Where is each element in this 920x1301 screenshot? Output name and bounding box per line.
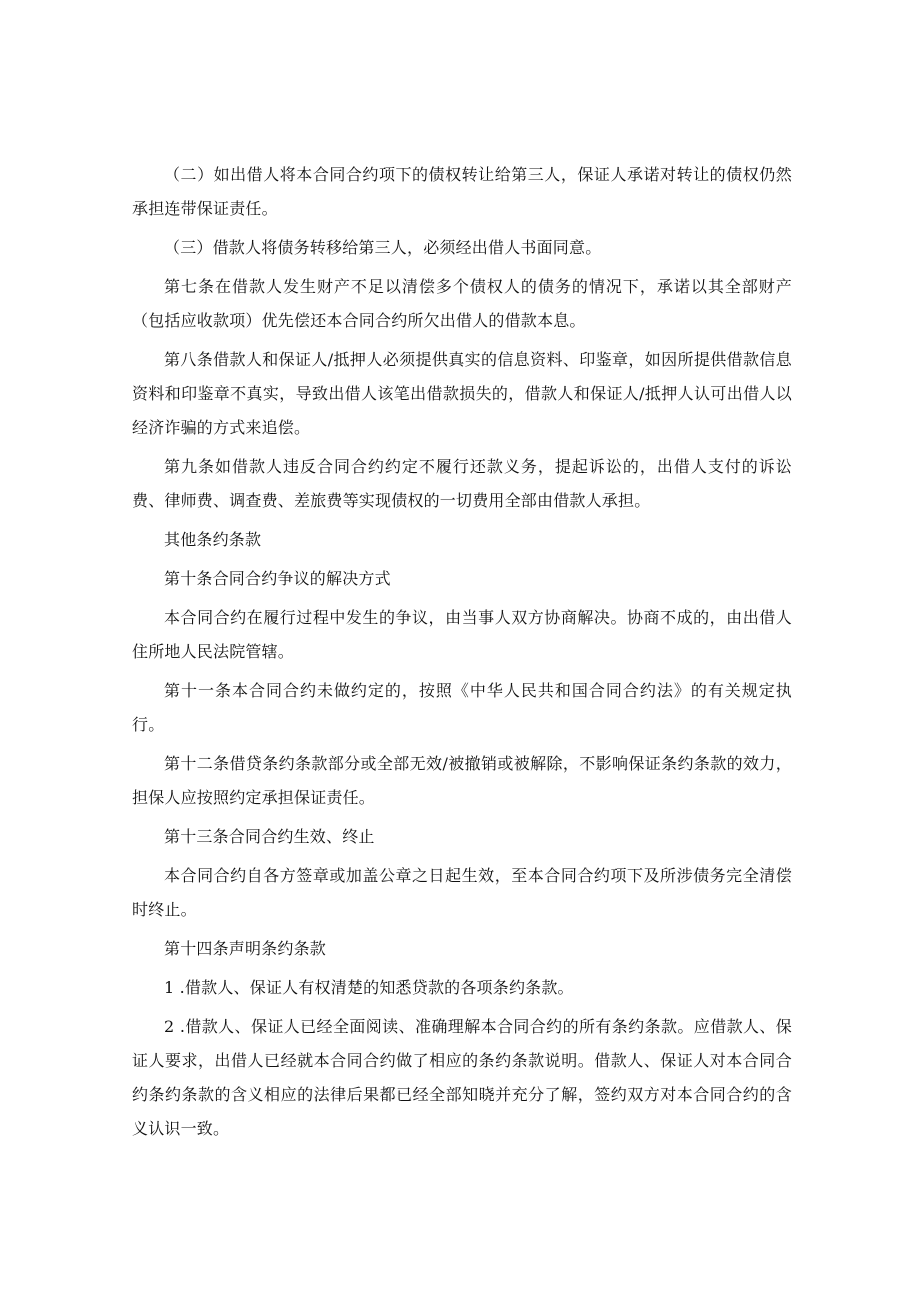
paragraph-effective-termination: 本合同合约自各方签章或加盖公章之日起生效，至本合同合约项下及所涉债务完全清偿时终止。 <box>132 866 792 919</box>
paragraph-clause-6-2: （二）如出借人将本合同合约项下的债权转让给第三人，保证人承诺对转让的债权仍然承担连带保证责任。 <box>132 165 792 218</box>
paragraph-declaration-1: 1 .借款人、保证人有权清楚的知悉贷款的各项条约条款。 <box>164 978 574 997</box>
heading-article-14: 第十四条声明条约条款 <box>164 939 327 958</box>
paragraph-article-9: 第九条如借款人违反合同合约约定不履行还款义务，提起诉讼的，出借人支付的诉讼费、律师费、调查费、差旅费等实现债权的一切费用全部由借款人承担。 <box>132 457 792 510</box>
heading-article-13: 第十三条合同合约生效、终止 <box>164 827 375 846</box>
document-body <box>132 158 792 1151</box>
paragraph-declaration-2: 2 .借款人、保证人已经全面阅读、准确理解本合同合约的所有条约条款。应借款人、保证人要求，出借人已经就本合同合约做了相应的条约条款说明。借款人、保证人对本合同合约条约条款的含义相应的法律后果都已经全部知晓并充分了解，签约双方对本合同合约的含义认识一致。 <box>132 1017 792 1138</box>
paragraph-article-8: 第八条借款人和保证人/抵押人必须提供真实的信息资料、印鉴章，如因所提供借款信息资料和印鉴章不真实，导致出借人该笔出借款损失的，借款人和保证人/抵押人认可出借人以经济诈骗的方式来追偿。 <box>132 350 792 437</box>
paragraph-article-11: 第十一条本合同合约未做约定的，按照《中华人民共和国合同合约法》的有关规定执行。 <box>132 681 792 734</box>
paragraph-article-12: 第十二条借贷条约条款部分或全部无效/被撤销或被解除，不影响保证条约条款的效力，担保人应按照约定承担保证责任。 <box>132 754 792 807</box>
section-heading-other-terms: 其他条约条款 <box>164 530 262 549</box>
paragraph-dispute-resolution: 本合同合约在履行过程中发生的争议，由当事人双方协商解决。协商不成的，由出借人住所地人民法院管辖。 <box>132 608 792 661</box>
paragraph-clause-6-3: （三）借款人将债务转移给第三人，必须经出借人书面同意。 <box>164 238 602 257</box>
paragraph-article-7: 第七条在借款人发生财产不足以清偿多个债权人的债务的情况下，承诺以其全部财产（包括应收款项）优先偿还本合同合约所欠出借人的借款本息。 <box>132 277 792 330</box>
heading-article-10: 第十条合同合约争议的解决方式 <box>164 569 391 588</box>
